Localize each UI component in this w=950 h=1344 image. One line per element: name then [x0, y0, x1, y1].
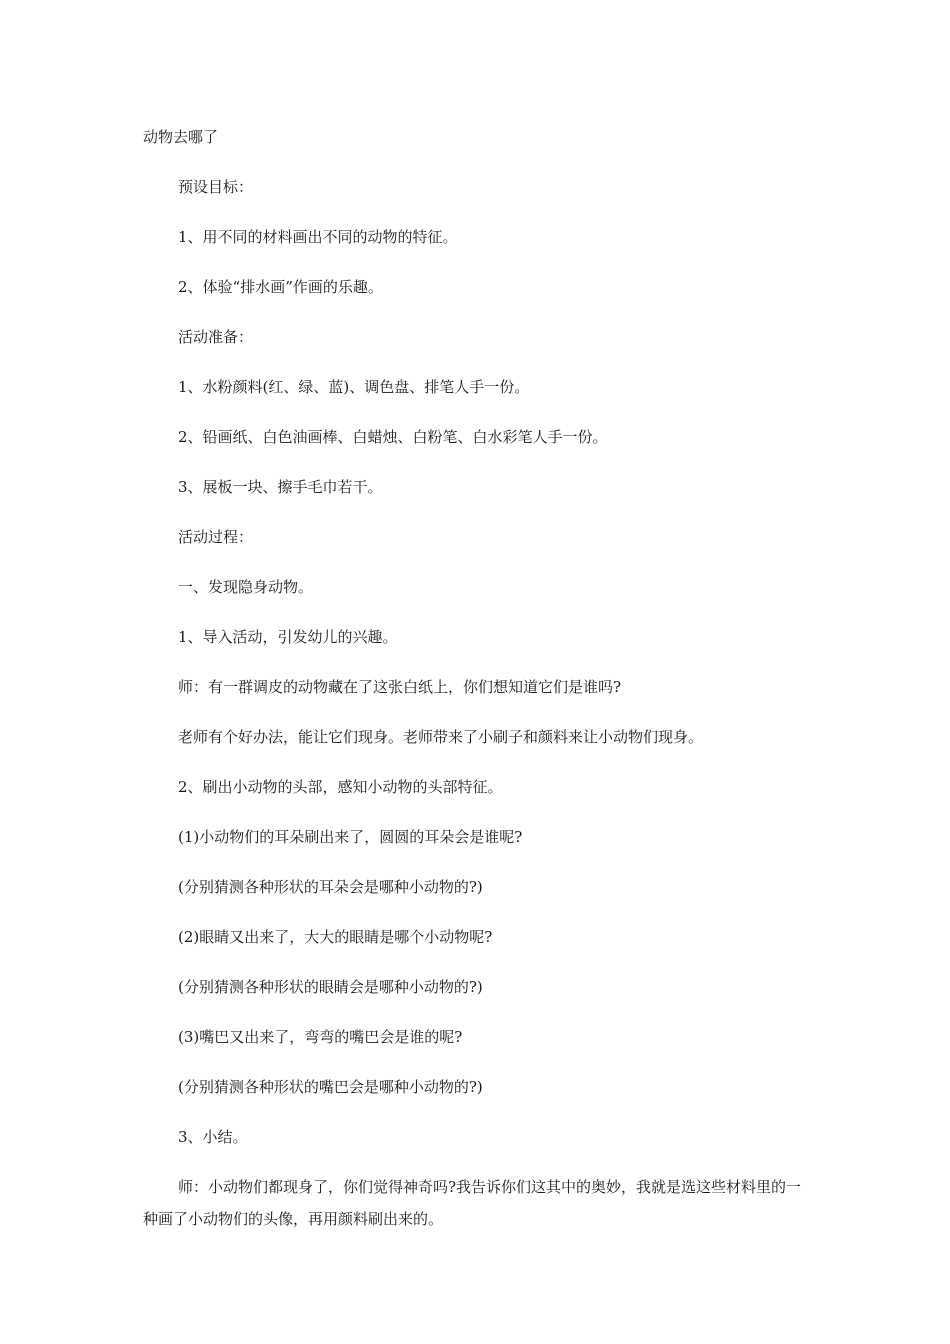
- paragraph: (1)小动物们的耳朵刷出来了，圆圆的耳朵会是谁呢?: [178, 828, 523, 846]
- paragraph: (分别猜测各种形状的嘴巴会是哪种小动物的?): [178, 1078, 483, 1096]
- paragraph: 师：有一群调皮的动物藏在了这张白纸上，你们想知道它们是谁吗?: [178, 678, 622, 696]
- paragraph: 1、导入活动，引发幼儿的兴趣。: [178, 628, 398, 646]
- paragraph: 1、水粉颜料(红、绿、蓝)、调色盘、排笔人手一份。: [178, 378, 530, 396]
- paragraph: (3)嘴巴又出来了，弯弯的嘴巴会是谁的呢?: [178, 1028, 463, 1046]
- paragraph: 老师有个好办法，能让它们现身。老师带来了小刷子和颜料来让小动物们现身。: [178, 728, 704, 746]
- paragraph: 活动过程：: [178, 528, 254, 546]
- paragraph: 3、展板一块、擦手毛巾若干。: [178, 478, 383, 496]
- paragraph: 2、刷出小动物的头部，感知小动物的头部特征。: [178, 778, 503, 796]
- paragraph: 2、体验“排水画”作画的乐趣。: [178, 278, 383, 296]
- paragraph-wrapped: 师：小动物们都现身了，你们觉得神奇吗?我告诉你们这其中的奥妙，我就是选这些材料里的一种画了小动物们的头像，再用颜料刷出来的。: [143, 1178, 802, 1228]
- paragraph: (2)眼睛又出来了，大大的眼睛是哪个小动物呢?: [178, 928, 493, 946]
- paragraph: 一、发现隐身动物。: [178, 578, 314, 596]
- paragraph: 1、用不同的材料画出不同的动物的特征。: [178, 228, 458, 246]
- paragraph: 2、铅画纸、白色油画棒、白蜡烛、白粉笔、白水彩笔人手一份。: [178, 428, 608, 446]
- paragraph: (分别猜测各种形状的耳朵会是哪种小动物的?): [178, 878, 483, 896]
- document-title: 动物去哪了: [143, 128, 219, 146]
- paragraph: (分别猜测各种形状的眼睛会是哪种小动物的?): [178, 978, 483, 996]
- paragraph: 活动准备：: [178, 328, 254, 346]
- paragraph: 3、小结。: [178, 1128, 248, 1146]
- paragraph: 预设目标：: [178, 178, 254, 196]
